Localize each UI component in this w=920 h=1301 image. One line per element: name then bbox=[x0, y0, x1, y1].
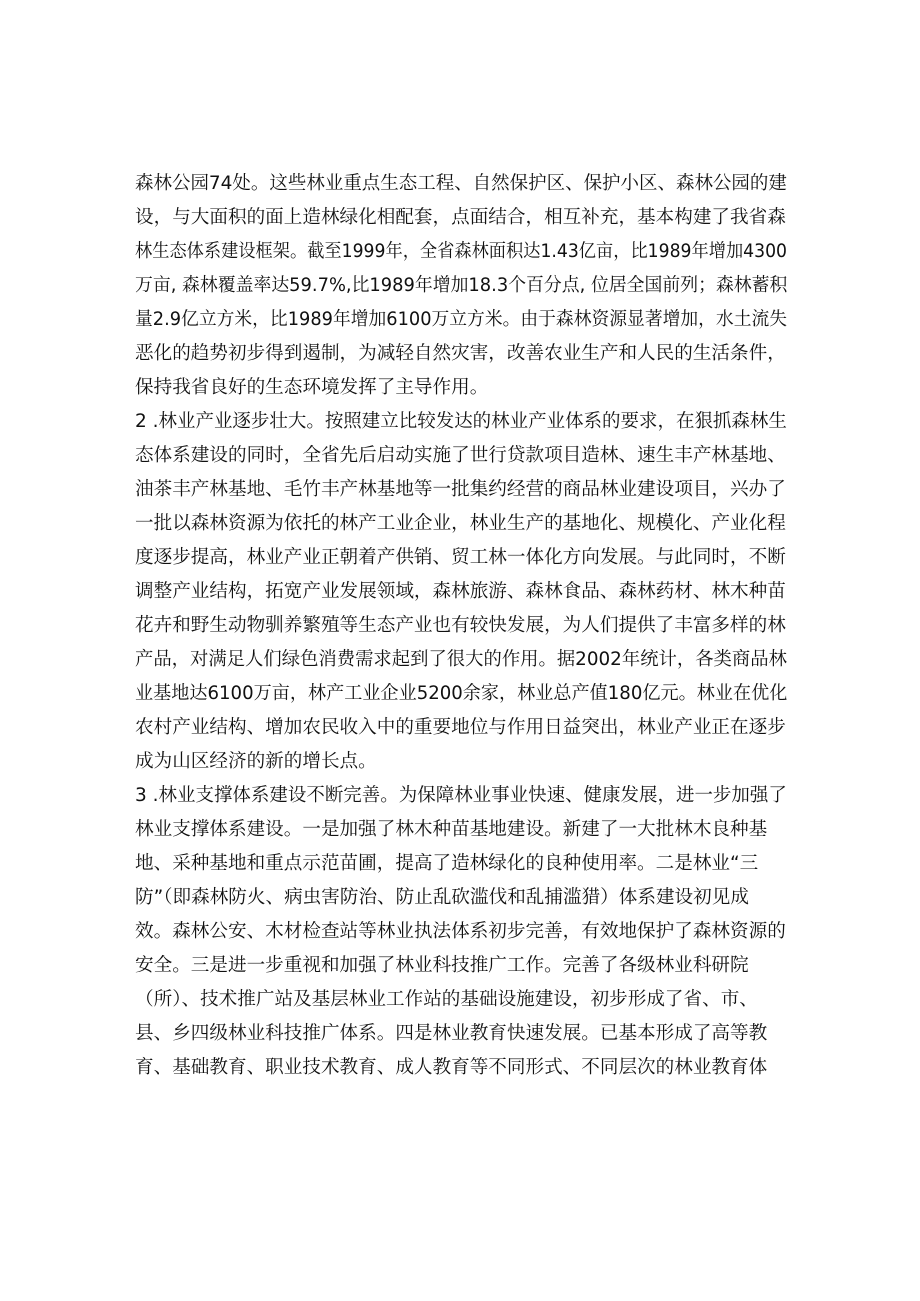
text-line-19: 3 .林业支撑体系建设不断完善。为保障林业事业快速、健康发展，进一步加强了 bbox=[135, 785, 787, 806]
text-line-26: 县、乡四级林业科技推广体系。四是林业教育快速发展。已基本形成了高等教 bbox=[135, 1023, 768, 1044]
text-line-18: 成为山区经济的新的增长点。 bbox=[135, 751, 377, 772]
text-line-27: 育、基础教育、职业技术教育、成人教育等不同形式、不同层次的林业教育体 bbox=[135, 1057, 768, 1078]
text-line-23: 效。森林公安、木材检查站等林业执法体系初步完善，有效地保护了森林资源的 bbox=[135, 921, 786, 942]
text-line-14: 花卉和野生动物驯养繁殖等生态产业也有较快发展，为人们提供了丰富多样的林 bbox=[135, 615, 786, 636]
text-line-4: 万亩, 森林覆盖率达59.7%,比1989年增加18.3个百分点, 位居全国前列；森林蓄积 bbox=[135, 275, 788, 296]
text-line-16: 业基地达6100万亩，林产工业企业5200余家，林业总产值180亿元。林业在优化 bbox=[135, 683, 788, 704]
text-line-12: 度逐步提高，林业产业正朝着产供销、贸工林一体化方向发展。与此同时，不断 bbox=[135, 547, 786, 568]
text-line-1: 森林公园74处。这些林业重点生态工程、自然保护区、保护小区、森林公园的建 bbox=[135, 173, 787, 194]
text-line-15: 产品，对满足人们绿色消费需求起到了很大的作用。据2002年统计，各类商品林 bbox=[135, 649, 787, 670]
text-line-5: 量2.9亿立方米，比1989年增加6100万立方米。由于森林资源显著增加，水土流失 bbox=[135, 309, 788, 330]
text-line-9: 态体系建设的同时，全省先后启动实施了世行贷款项目造林、速生丰产林基地、 bbox=[135, 445, 786, 466]
text-line-21: 地、采种基地和重点示范苗圃，提高了造林绿化的良种使用率。二是林业“三 bbox=[135, 853, 759, 874]
text-line-11: 一批以森林资源为依托的林产工业企业，林业生产的基地化、规模化、产业化程 bbox=[135, 513, 786, 534]
text-line-6: 恶化的趋势初步得到遏制，为减轻自然灾害，改善农业生产和人民的生活条件， bbox=[135, 343, 786, 364]
text-line-8: 2 .林业产业逐步壮大。按照建立比较发达的林业产业体系的要求，在狠抓森林生 bbox=[135, 411, 787, 432]
text-line-20: 林业支撑体系建设。一是加强了林木种苗基地建设。新建了一大批林木良种基 bbox=[135, 819, 768, 840]
text-line-10: 油茶丰产林基地、毛竹丰产林基地等一批集约经营的商品林业建设项目，兴办了 bbox=[135, 479, 786, 500]
text-line-3: 林生态体系建设框架。截至1999年，全省森林面积达1.43亿亩，比1989年增加4300 bbox=[135, 241, 787, 262]
text-line-22: 防”（即森林防火、病虫害防治、防止乱砍滥伐和乱捕滥猎）体系建设初见成 bbox=[135, 887, 749, 908]
text-line-25: （所）、技术推广站及基层林业工作站的基础设施建设，初步形成了省、市、 bbox=[135, 989, 758, 1010]
text-line-7: 保持我省良好的生态环境发挥了主导作用。 bbox=[135, 377, 489, 398]
text-line-2: 设，与大面积的面上造林绿化相配套，点面结合，相互补充，基本构建了我省森 bbox=[135, 207, 786, 228]
text-line-17: 农村产业结构、增加农民收入中的重要地位与作用日益突出，林业产业正在逐步 bbox=[135, 717, 786, 738]
text-line-24: 安全。三是进一步重视和加强了林业科技推广工作。完善了各级林业科研院 bbox=[135, 955, 749, 976]
text-line-13: 调整产业结构，拓宽产业发展领域，森林旅游、森林食品、森林药材、林木种苗 bbox=[135, 581, 786, 602]
